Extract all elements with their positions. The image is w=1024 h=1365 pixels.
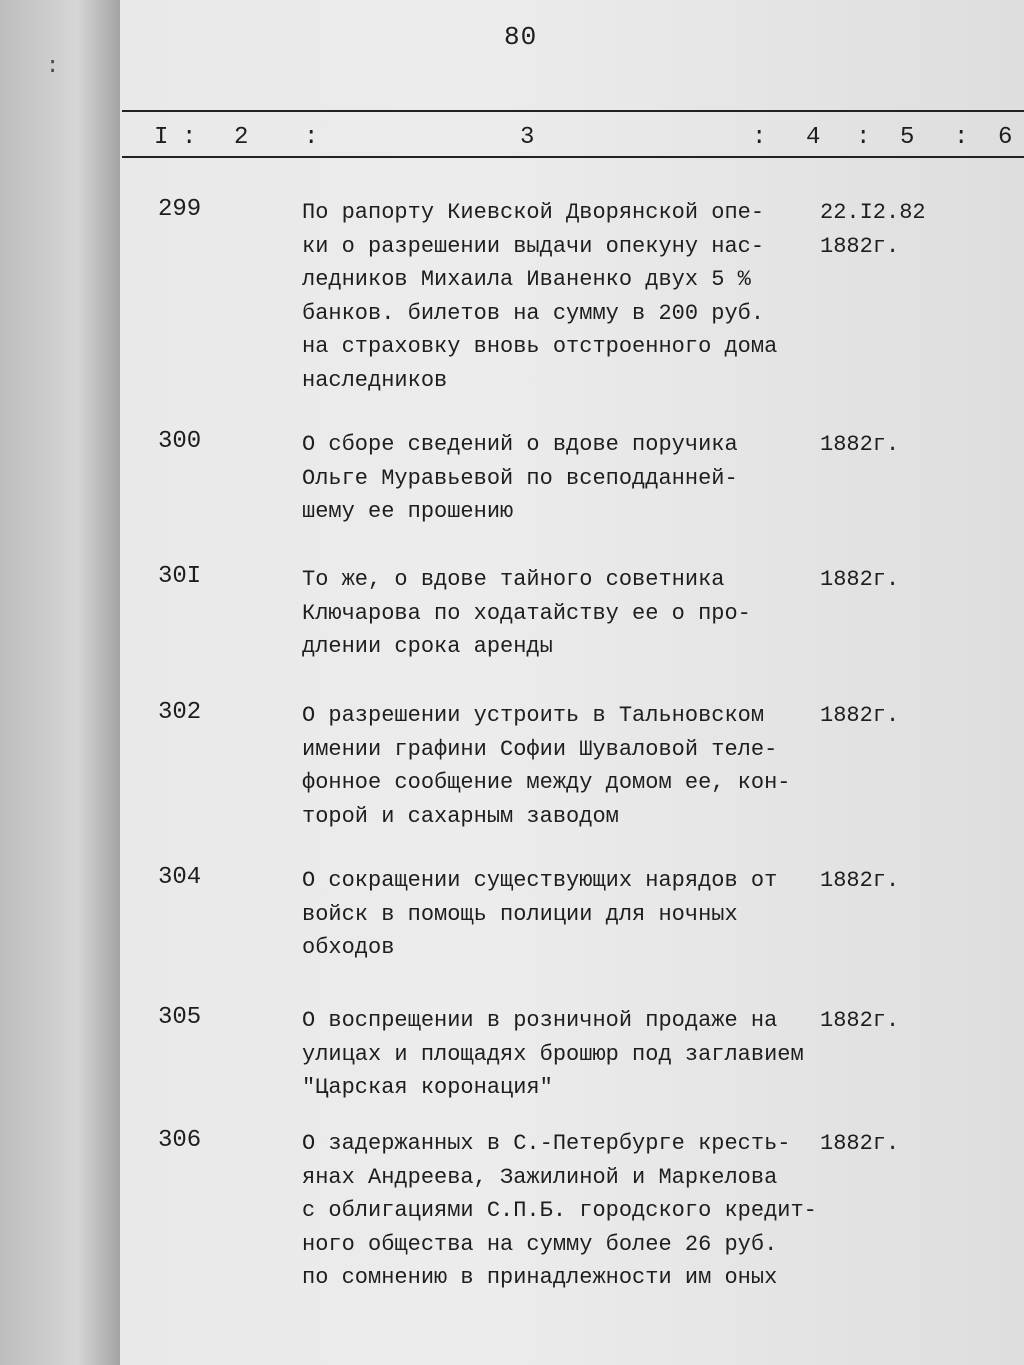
col-sep: : bbox=[856, 124, 871, 151]
entry-text: О сборе сведений о вдове поручика Ольге Муравьевой по всеподданней- шему ее прошению bbox=[302, 432, 738, 524]
entry-date: 22.I2.82 1882г. bbox=[820, 200, 926, 259]
entry-date: 1882г. bbox=[820, 1131, 900, 1156]
col-sep: : bbox=[304, 124, 319, 151]
header-rule-bottom bbox=[122, 156, 1024, 158]
col-6-label: 6 bbox=[998, 124, 1013, 151]
entry-number: 30I bbox=[158, 563, 202, 590]
entry-number: 306 bbox=[158, 1127, 202, 1154]
entry-number: 300 bbox=[158, 428, 202, 455]
col-sep: : bbox=[752, 124, 767, 151]
book-spine-shadow bbox=[0, 0, 128, 1365]
page-number: 80 bbox=[504, 22, 538, 52]
entry-date: 1882г. bbox=[820, 703, 900, 728]
entry-date: 1882г. bbox=[820, 868, 900, 893]
entry-text: О сокращении существующих нарядов от войск в помощь полиции для ночных обходов bbox=[302, 868, 778, 960]
col-4-label: 4 bbox=[806, 124, 821, 151]
col-5-label: 5 bbox=[900, 124, 915, 151]
entry-number: 302 bbox=[158, 699, 202, 726]
entry-number: 305 bbox=[158, 1004, 202, 1031]
entry-number: 304 bbox=[158, 864, 202, 891]
bleed-through-edge bbox=[984, 120, 1024, 1320]
entry-date: 1882г. bbox=[820, 432, 900, 457]
entry-text: О разрешении устроить в Тальновском имении графини Софии Шуваловой теле- фонное сообщение между домом ее, кон- торой и сахарным заводом bbox=[302, 703, 791, 829]
spine-marks: : bbox=[46, 54, 60, 79]
entry-number: 299 bbox=[158, 196, 202, 223]
col-sep: : bbox=[954, 124, 969, 151]
col-sep: : bbox=[182, 124, 197, 151]
entry-text: О воспрещении в розничной продаже на улицах и площадях брошюр под заглавием "Царская коронация" bbox=[302, 1008, 804, 1100]
entry-text: О задержанных в С.-Петербурге кресть- янах Андреева, Зажилиной и Маркелова с облигациями С.П.Б. городского кредит- ного общества на сумму более 26 руб. по сомнению в принадлежности им оных bbox=[302, 1131, 817, 1290]
col-2-label: 2 bbox=[234, 124, 249, 151]
col-3-label: 3 bbox=[520, 124, 535, 151]
entry-text: То же, о вдове тайного советника Ключарова по ходатайству ее о про- длении срока аренды bbox=[302, 567, 751, 659]
entry-text: По рапорту Киевской Дворянской опе- ки о разрешении выдачи опекуну нас- ледников Михаила Иваненко двух 5 % банков. билетов на сумму в 200 руб. на страховку вновь отстроенного дома наследников bbox=[302, 200, 778, 393]
header-rule-top bbox=[122, 110, 1024, 112]
col-1-label: I bbox=[154, 124, 169, 151]
entry-date: 1882г. bbox=[820, 1008, 900, 1033]
entry-date: 1882г. bbox=[820, 567, 900, 592]
